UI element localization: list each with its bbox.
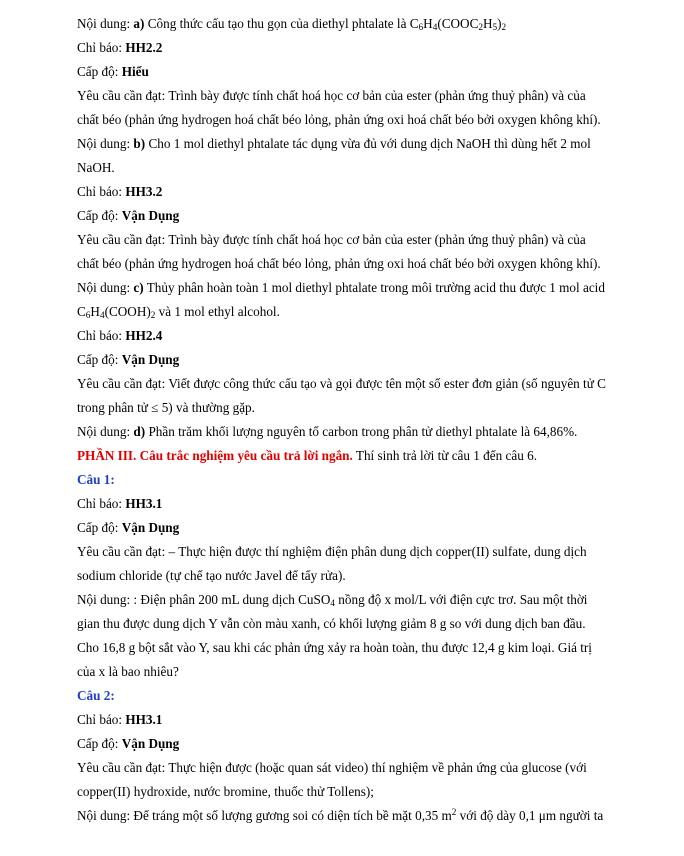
requirement-b-line2: chất béo (phản ứng hydrogen hoá chất béo lỏng, phản ứng oxi hoá chất béo bởi oxygen không khí). xyxy=(77,256,601,271)
requirement-c-line1: Yêu cầu cần đạt: Viết được công thức cấu tạo và gọi được tên một số ester đơn giản (số nguyên tử C xyxy=(77,376,606,391)
content-b-line1: Nội dung: b) Cho 1 mol diethyl phtalate tác dụng vừa đủ với dung dịch NaOH thì dùng hết 2 mol xyxy=(77,136,591,151)
level-a: Cấp độ: Hiểu xyxy=(77,64,149,79)
content-c-line1: Nội dung: c) Thủy phân hoàn toàn 1 mol diethyl phtalate trong môi trường acid thu được 1 mol acid xyxy=(77,280,605,295)
content-q1-line4: của x là bao nhiêu? xyxy=(77,664,179,679)
indicator-q2: Chỉ báo: HH3.1 xyxy=(77,712,163,727)
content-c-line2: $C_6H_4(COOH)_2$ và 1 mol ethyl alcohol. xyxy=(77,304,280,320)
content-a: Nội dung: a) Công thức cấu tạo thu gọn của diethyl phtalate là $C_6H_4(COOC_2H_5)_2$ xyxy=(77,16,507,32)
content-q1-line3: Cho 16,8 g bột sắt vào Y, sau khi các phản ứng xảy ra hoàn toàn, thu được 12,4 g kim loại. Giá trị xyxy=(77,640,592,655)
requirement-q2-line2: copper(II) hydroxide, nước bromine, thuốc thử Tollens); xyxy=(77,784,374,799)
question-1-title: Câu 1: xyxy=(77,472,115,487)
requirement-b-line1: Yêu cầu cần đạt: Trình bày được tính chất hoá học cơ bản của ester (phản ứng thuỷ phân) và của xyxy=(77,232,586,247)
level-c: Cấp độ: Vận Dụng xyxy=(77,352,180,367)
content-q2-line1: Nội dung: Để tráng một số lượng gương soi có diện tích bề mặt 0,35 $m^2$ với độ dày 0,1 μm người ta xyxy=(77,807,604,823)
level-b: Cấp độ: Vận Dụng xyxy=(77,208,180,223)
question-2-title: Câu 2: xyxy=(77,688,115,703)
requirement-q1-line1: Yêu cầu cần đạt: – Thực hiện được thí nghiệm điện phân dung dịch copper(II) sulfate, dung dịch xyxy=(77,544,587,559)
requirement-a-line2: chất béo (phản ứng hydrogen hoá chất béo lỏng, phản ứng oxi hoá chất béo bởi oxygen không khí). xyxy=(77,112,601,127)
content-q1-line2: gian thu được dung dịch Y vẫn còn màu xanh, có khối lượng giảm 8 g so với dung dịch ban đầu. xyxy=(77,616,586,631)
requirement-q2-line1: Yêu cầu cần đạt: Thực hiện được (hoặc quan sát video) thí nghiệm về phản ứng của glucose (với xyxy=(77,760,587,775)
content-b-line2: NaOH. xyxy=(77,160,115,175)
requirement-q1-line2: sodium chloride (tự chế tạo nước Javel để tẩy rửa). xyxy=(77,568,346,583)
indicator-c: Chỉ báo: HH2.4 xyxy=(77,328,163,343)
level-q1: Cấp độ: Vận Dụng xyxy=(77,520,180,535)
content-q1-line1: Nội dung: : Điện phân 200 mL dung dịch CuSO$_4$ nồng độ x mol/L với điện cực trơ. Sau một thời xyxy=(77,592,588,608)
requirement-a-line1: Yêu cầu cần đạt: Trình bày được tính chất hoá học cơ bản của ester (phản ứng thuỷ phân) và của xyxy=(77,88,586,103)
requirement-c-line2: trong phân tử ≤ 5) và thường gặp. xyxy=(77,400,255,415)
content-d: Nội dung: d) Phần trăm khối lượng nguyên tố carbon trong phân tử diethyl phtalate là 64,86%. xyxy=(77,424,578,439)
level-q2: Cấp độ: Vận Dụng xyxy=(77,736,180,751)
indicator-b: Chỉ báo: HH3.2 xyxy=(77,184,163,199)
indicator-q1: Chỉ báo: HH3.1 xyxy=(77,496,163,511)
part3-heading: PHẦN III. Câu trắc nghiệm yêu cầu trả lời ngắn. Thí sinh trả lời từ câu 1 đến câu 6. xyxy=(77,448,538,463)
indicator-a: Chỉ báo: HH2.2 xyxy=(77,40,163,55)
